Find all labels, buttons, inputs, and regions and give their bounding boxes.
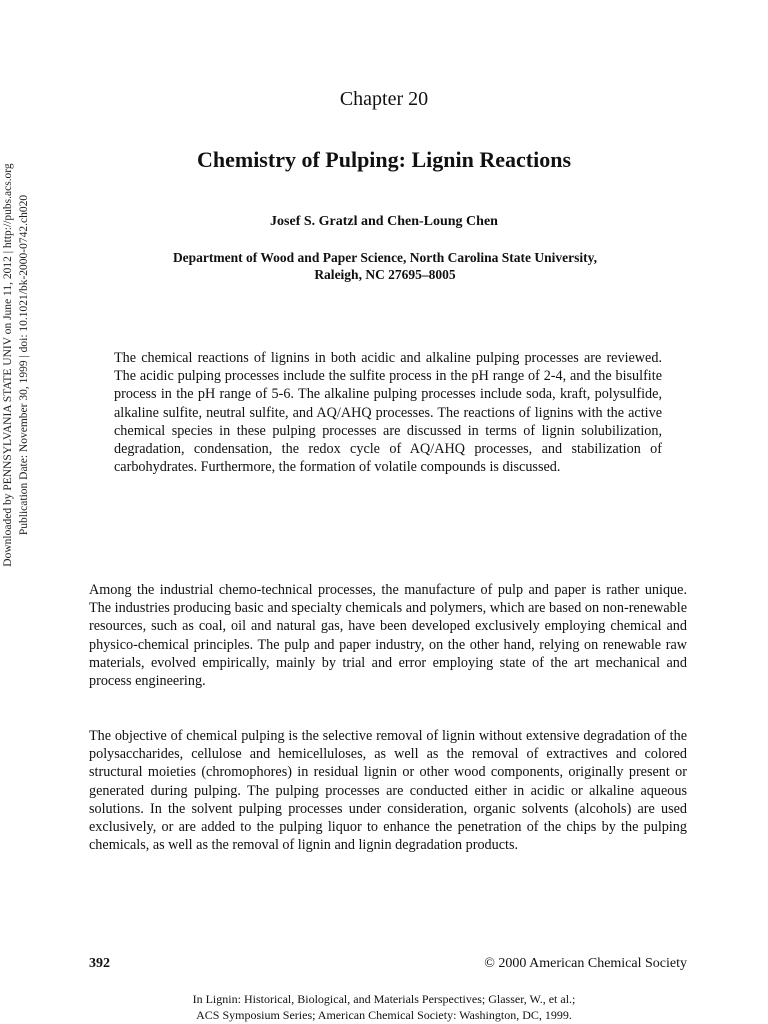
watermark-line-1: Downloaded by PENNSYLVANIA STATE UNIV on June 11, 2012 | http://pubs.acs.org — [2, 163, 14, 567]
body-paragraph-2: The objective of chemical pulping is the selective removal of lignin without extensive degradation of the polysaccharides, cellulose and hemicelluloses, as well as the removal of extractives and colored structural moieties (chromophores) in residual lignin or other wood components, originally present or generated during pulping. The pulping processes are conducted either in acidic or alkaline aqueous solutions. In the solvent pulping processes under consideration, organic solvents (alcohols) are used exclusively, or are added to the pulping liquor to enhance the penetration of the chips by the pulping chemicals, as well as the removal of lignin and lignin degradation products. — [89, 728, 687, 854]
affiliation — [100, 249, 670, 283]
affiliation-line-2: Raleigh, NC 27695–8005 — [314, 267, 456, 282]
citation-line-2: ACS Symposium Series; American Chemical Society: Washington, DC, 1999. — [196, 1007, 572, 1022]
abstract: The chemical reactions of lignins in both acidic and alkaline pulping processes are reviewed. The acidic pulping processes include the sulfite process in the pH range of 2-4, and the bisulfite process in the pH range of 5-6. The alkaline pulping processes include soda, kraft, polysulfide, alkaline sulfite, neutral sulfite, and AQ/AHQ processes. The reactions of lignins with the active chemical species in these pulping processes are discussed in terms of lignin solubilization, degradation, condensation, the redox cycle of AQ/AHQ processes, and stabilization of carbohydrates. Furthermore, the formation of volatile compounds is discussed. — [114, 350, 662, 476]
copyright-notice: © 2000 American Chemical Society — [484, 956, 687, 971]
body-paragraph-1: Among the industrial chemo-technical processes, the manufacture of pulp and paper is rather unique. The industries producing basic and specialty chemicals and polymers, which are based on non-renewable resources, such as coal, oil and natural gas, have been developed exclusively employing chemical and physico-chemical principles. The pulp and paper industry, on the other hand, relying on renewable raw materials, evolved empirically, mainly by trial and error employing state of the art mechanical and process engineering. — [89, 582, 687, 690]
download-watermark — [0, 0, 40, 745]
citation-line-1: In Lignin: Historical, Biological, and Materials Perspectives; Glasser, W., et al.; — [192, 992, 576, 1006]
page-number: 392 — [89, 956, 110, 971]
watermark-line-2: Publication Date: November 30, 1999 | doi: 10.1021/bk-2000-0742.ch020 — [18, 194, 30, 536]
chapter-label: Chapter 20 — [339, 88, 429, 110]
affiliation-line-1: Department of Wood and Paper Science, North Carolina State University, — [172, 250, 598, 265]
citation — [0, 992, 768, 1023]
chapter-title: Chemistry of Pulping: Lignin Reactions — [196, 147, 572, 172]
authors: Josef S. Gratzl and Chen-Loung Chen — [270, 214, 498, 229]
